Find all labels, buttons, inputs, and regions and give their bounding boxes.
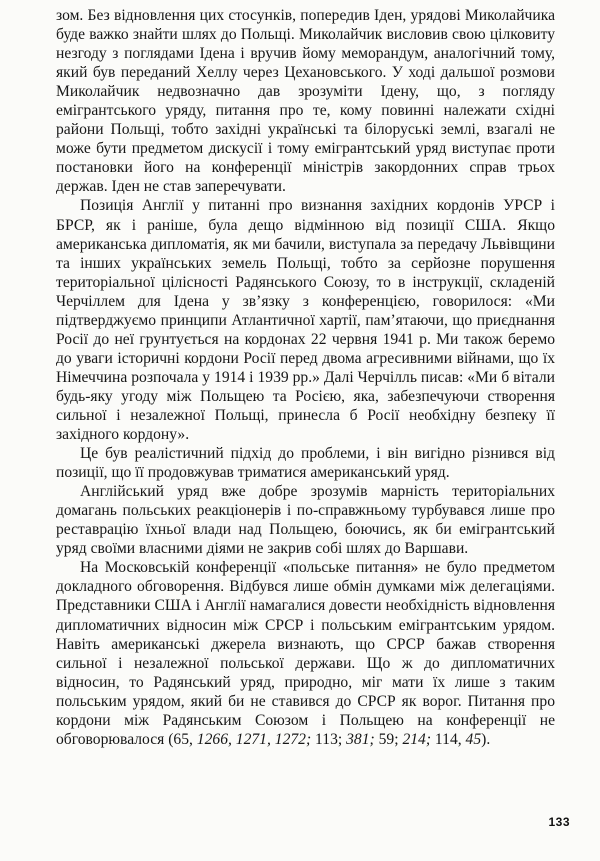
- citation-italic-2: 381;: [346, 730, 375, 748]
- paragraph-1: зом. Без відновлення цих стосунків, попередив Іден, урядові Миколайчика буде важко знайти шлях до Польщі. Миколайчик висловив свою цілковиту незгоду з поглядами Ідена і вручив йому меморандум, аналогічний тому, який був переданий Хеллу через Цехановського. У ході дальшої розмови Миколайчик недвозначно дав зрозуміти Ідену, що, з погляду емігрантського уряду, питання про те, кому повинні належати східні райони Польщі, тобто західні українські та білоруські землі, взагалі не може бути предметом дискусії і тому емігрантський уряд виступає проти постановки його на конференції міністрів закордонних справ трьох держав. Іден не став заперечувати.: [56, 7, 555, 196]
- citation-italic-4: 45: [465, 730, 482, 748]
- paragraph-5-text: На Московській конференції «польське питання» не було предметом докладного обговорення. Відбувся лише обмін думками між делегаціями. Представники США і Англії намагалися довести необхідність відновлення дипломатичних відносин між СРСР і польським емігрантським урядом. Навіть американські джерела визнають, що СРСР бажав створення сильної і незалежної польської держави. Що ж до дипломатичних відносин, то Радянський уряд, природно, міг мати їх лише з таким польським урядом, який би не ставився до СРСР як ворог. Питання про кордони між Радянським Союзом і Польщею на конференції не обговорювалося (65,: [56, 559, 555, 748]
- paragraph-5: [56, 558, 555, 748]
- citation-plain-1: 113;: [311, 730, 347, 748]
- body-text: [56, 6, 555, 749]
- page-number: 133: [548, 815, 570, 829]
- citation-plain-4: ).: [481, 730, 491, 748]
- citation-plain-3: 114,: [431, 730, 466, 748]
- citation-italic-3: 214;: [402, 730, 432, 748]
- citation-plain-2: 59;: [374, 730, 403, 748]
- paragraph-4: Англійський уряд вже добре зрозумів марність територіальних домагань польських реакціонерів і по-справжньому турбувався лише про реставрацію їхньої влади над Польщею, боючись, як би емігрантський уряд своїми власними діями не закрив собі шлях до Варшави.: [56, 483, 555, 558]
- citation-italic-1: 1266, 1271, 1272;: [196, 730, 312, 748]
- paragraph-2: Позиція Англії у питанні про визнання західних кордонів УРСР і БРСР, як і раніше, була дещо відмінною від позиції США. Якщо американська дипломатія, як ми бачили, виступала за передачу Львівщини та інших українських земель Польщі, тобто за серйозне порушення територіальної цілісності Радянського Союзу, то в інструкції, складеній Черчіллем для Ідена у зв’язку з конференцією, говорилося: «Ми підтверджуємо принципи Атлантичної хартії, пам’ятаючи, що приєднання Росії до неї грунтується на кордонах 22 червня 1941 р. Ми також беремо до уваги історичні кордони Росії перед двома агресивними війнами, що їх Німеччина розпочала у 1914 і 1939 рр.» Далі Черчілль писав: «Ми б вітали будь-яку угоду між Польщею та Росією, яка, забезпечуючи створення сильної і незалежної Польщі, принесла б Росії необхідну безпеку її західного кордону».: [56, 197, 555, 444]
- paragraph-3: Це був реалістичний підхід до проблеми, і він вигідно різнився від позиції, що її продовжував триматися американський уряд.: [56, 445, 555, 482]
